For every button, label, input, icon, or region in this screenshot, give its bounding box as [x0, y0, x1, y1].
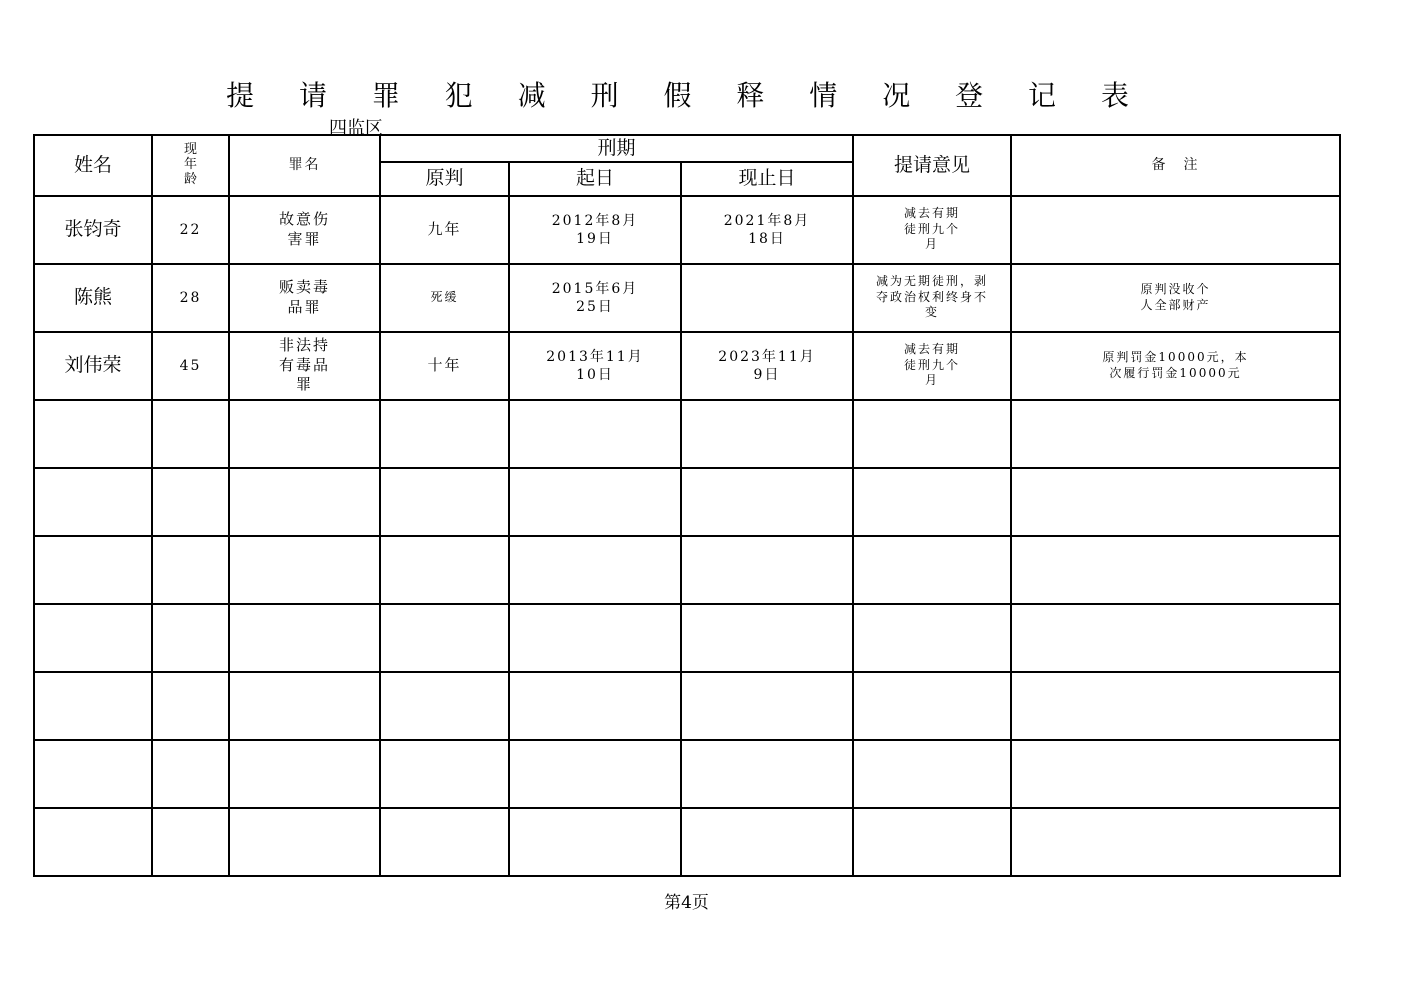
empty-cell: [380, 536, 509, 604]
original-sentence-cell: 死缓: [380, 264, 509, 332]
empty-cell: [34, 468, 152, 536]
header-name: 姓名: [34, 135, 152, 196]
header-start: 起日: [509, 162, 681, 196]
empty-cell: [34, 400, 152, 468]
empty-cell: [509, 740, 681, 808]
empty-cell: [229, 468, 380, 536]
crime-cell: 贩卖毒 品罪: [229, 264, 380, 332]
empty-cell: [1011, 604, 1340, 672]
register-table: [33, 134, 1341, 877]
opinion-cell: 减为无期徒刑，剥 夺政治权利终身不 变: [853, 264, 1011, 332]
empty-cell: [853, 536, 1011, 604]
empty-cell: [380, 808, 509, 876]
header-age: 现 年 龄: [152, 135, 229, 196]
empty-cell: [380, 400, 509, 468]
crime-cell: 非法持 有毒品 罪: [229, 332, 380, 400]
empty-table-row: [34, 604, 1340, 672]
empty-cell: [229, 400, 380, 468]
header-row: [34, 135, 1340, 162]
empty-cell: [152, 740, 229, 808]
empty-cell: [1011, 536, 1340, 604]
empty-cell: [1011, 400, 1340, 468]
empty-cell: [380, 468, 509, 536]
remark-cell: [1011, 196, 1340, 264]
opinion-cell: 减去有期 徒刑九个 月: [853, 196, 1011, 264]
start-date-cell: 2015年6月 25日: [509, 264, 681, 332]
empty-table-row: [34, 400, 1340, 468]
empty-cell: [1011, 808, 1340, 876]
empty-cell: [229, 740, 380, 808]
empty-cell: [681, 808, 853, 876]
start-date-cell: 2013年11月 10日: [509, 332, 681, 400]
empty-cell: [1011, 468, 1340, 536]
empty-cell: [152, 808, 229, 876]
page-title: 提 请 罪 犯 减 刑 假 释 情 况 登 记 表: [226, 79, 1147, 112]
empty-cell: [229, 808, 380, 876]
empty-cell: [1011, 740, 1340, 808]
empty-cell: [509, 468, 681, 536]
empty-cell: [152, 672, 229, 740]
empty-table-row: [34, 808, 1340, 876]
empty-cell: [853, 808, 1011, 876]
empty-table-row: [34, 672, 1340, 740]
empty-cell: [681, 468, 853, 536]
age-cell: 45: [152, 332, 229, 400]
empty-cell: [509, 672, 681, 740]
empty-cell: [853, 740, 1011, 808]
empty-cell: [853, 604, 1011, 672]
empty-cell: [152, 400, 229, 468]
empty-cell: [34, 536, 152, 604]
header-original: 原判: [380, 162, 509, 196]
empty-cell: [509, 604, 681, 672]
empty-cell: [34, 604, 152, 672]
empty-cell: [34, 740, 152, 808]
empty-cell: [380, 604, 509, 672]
empty-cell: [34, 808, 152, 876]
empty-cell: [152, 536, 229, 604]
table-row: [34, 264, 1340, 332]
empty-cell: [681, 536, 853, 604]
current-end-date-cell: 2023年11月 9日: [681, 332, 853, 400]
name-cell: 刘伟荣: [34, 332, 152, 400]
empty-table-row: [34, 536, 1340, 604]
age-cell: 28: [152, 264, 229, 332]
empty-cell: [509, 400, 681, 468]
name-cell: 张钧奇: [34, 196, 152, 264]
empty-cell: [229, 672, 380, 740]
header-sentence: 刑期: [380, 135, 853, 162]
crime-cell: 故意伤 害罪: [229, 196, 380, 264]
name-cell: 陈熊: [34, 264, 152, 332]
table-row: [34, 332, 1340, 400]
empty-cell: [152, 604, 229, 672]
remark-cell: 原判没收个 人全部财产: [1011, 264, 1340, 332]
empty-cell: [853, 400, 1011, 468]
empty-cell: [229, 536, 380, 604]
empty-cell: [681, 672, 853, 740]
current-end-date-cell: 2021年8月 18日: [681, 196, 853, 264]
empty-cell: [681, 400, 853, 468]
empty-cell: [1011, 672, 1340, 740]
empty-cell: [681, 740, 853, 808]
empty-cell: [681, 604, 853, 672]
empty-cell: [380, 740, 509, 808]
table-row: [34, 196, 1340, 264]
original-sentence-cell: 十年: [380, 332, 509, 400]
district-label: 四监区: [329, 118, 383, 139]
empty-cell: [509, 536, 681, 604]
empty-cell: [380, 672, 509, 740]
remark-cell: 原判罚金10000元，本 次履行罚金10000元: [1011, 332, 1340, 400]
empty-cell: [853, 468, 1011, 536]
age-cell: 22: [152, 196, 229, 264]
empty-table-row: [34, 740, 1340, 808]
empty-cell: [509, 808, 681, 876]
current-end-date-cell: [681, 264, 853, 332]
header-current-end: 现止日: [681, 162, 853, 196]
page-number: 第4页: [664, 893, 709, 913]
empty-cell: [152, 468, 229, 536]
header-remark: 备 注: [1011, 135, 1340, 196]
empty-cell: [229, 604, 380, 672]
empty-cell: [853, 672, 1011, 740]
header-crime: 罪名: [229, 135, 380, 196]
empty-cell: [34, 672, 152, 740]
start-date-cell: 2012年8月 19日: [509, 196, 681, 264]
opinion-cell: 减去有期 徒刑九个 月: [853, 332, 1011, 400]
empty-table-row: [34, 468, 1340, 536]
original-sentence-cell: 九年: [380, 196, 509, 264]
header-opinion: 提请意见: [853, 135, 1011, 196]
